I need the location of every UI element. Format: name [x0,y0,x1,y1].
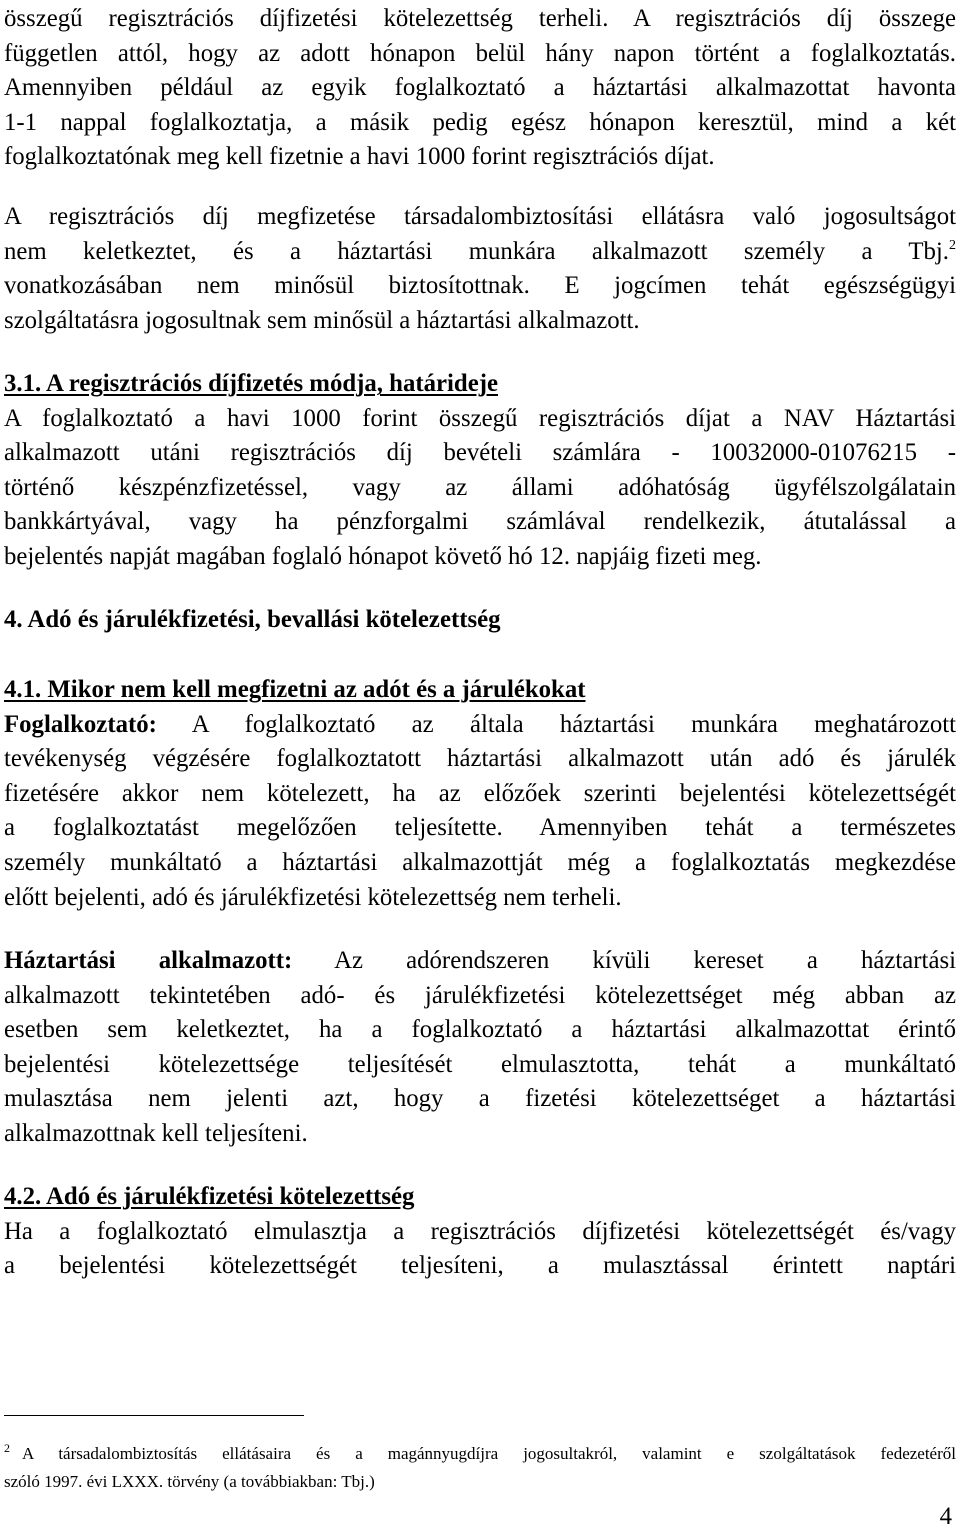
text-line: tevékenység végzésére foglalkoztatott háztartási alkalmazott után adó és járulék [4,745,956,773]
text-line: bejelentés napját magában foglaló hónapot követő hó 12. napjáig fizeti meg. [4,542,762,570]
text-line: független attól, hogy az adott hónapon belül hány napon történt a foglalkoztatás. [4,39,956,67]
footnote-reference[interactable]: 2 [949,237,956,253]
section-heading: 4.2. Adó és járulékfizetési kötelezettség [4,1183,415,1210]
text-line: Amennyiben például az egyik foglalkoztató a háztartási alkalmazottat havonta [4,74,956,102]
footnote-line: szóló 1997. évi LXXX. törvény (a továbbiakban: Tbj.) [4,1472,375,1491]
text-line: vonatkozásában nem minősül biztosítottnak. E jogcímen tehát egészségügyi [4,272,956,300]
section-3-1 [4,367,956,575]
text-line: történő készpénzfizetéssel, vagy az állami adóhatóság ügyfélszolgálatain [4,473,956,501]
text-line: bankkártyával, vagy ha pénzforgalmi számlával rendelkezik, átutalással a [4,508,956,536]
text-line: bejelentési kötelezettsége teljesítését elmulasztotta, tehát a munkáltató [4,1050,956,1078]
section-heading: 4.1. Mikor nem kell megfizetni az adót és a járulékokat [4,676,586,703]
section-4 [4,603,956,638]
employee-paragraph [4,944,956,1152]
text-line: foglalkoztatónak meg kell fizetnie a havi 1000 forint regisztrációs díjat. [4,143,715,171]
text-line: A foglalkoztató a havi 1000 forint összegű regisztrációs díjat a NAV Háztartási [4,404,956,432]
text-line: mulasztása nem jelenti azt, hogy a fizetési kötelezettséget a háztartási [4,1085,956,1113]
employer-label: Foglalkoztató: [4,710,157,738]
text-line [4,944,956,979]
text-line [4,708,956,743]
footnote-line [4,1440,956,1468]
text-line: 1-1 nappal foglalkoztatja, a másik pedig egész hónapon keresztül, mind a két [4,108,956,136]
section-4-2 [4,1180,956,1284]
text-line: a bejelentési kötelezettségét teljesíteni, a mulasztással érintett naptári [4,1252,956,1280]
text-fragment: nem keletkeztet, és a háztartási munkára alkalmazott személy a Tbj. [4,237,949,265]
text-line: a foglalkoztatást megelőzően teljesítette. Amennyiben tehát a természetes [4,814,956,842]
text-line: alkalmazottnak kell teljesíteni. [4,1119,308,1147]
text-line: összegű regisztrációs díjfizetési kötelezettség terheli. A regisztrációs díj összege [4,5,956,32]
text-line: Ha a foglalkoztató elmulasztja a regisztrációs díjfizetési kötelezettségét és/vagy [4,1217,956,1245]
text-line: A regisztrációs díj megfizetése társadalombiztosítási ellátásra való jogosultságot [4,203,956,230]
footnote [4,1440,956,1496]
text-line: alkalmazott utáni regisztrációs díj bevételi számlára - 10032000-01076215 - [4,439,956,467]
section-4-1 [4,673,956,915]
text-line: fizetésére akkor nem kötelezett, ha az előzőek szerinti bejelentési kötelezettségét [4,779,956,807]
section-heading: 4. Adó és járulékfizetési, bevallási kötelezettség [4,606,501,633]
text-line-with-footnote [4,235,956,270]
section-heading: 3.1. A regisztrációs díjfizetés módja, határideje [4,370,498,397]
page-number: 4 [939,1503,952,1530]
text-line: személy munkáltató a háztartási alkalmazottját még a foglalkoztatás megkezdése [4,848,956,876]
text-fragment: Az adórendszeren kívüli kereset a háztartási [292,947,956,974]
footnote-separator [4,1415,304,1416]
text-line: szolgáltatásra jogosultnak sem minősül a háztartási alkalmazott. [4,306,640,334]
text-line: alkalmazott tekintetében adó- és járulékfizetési kötelezettséget még abban az [4,981,956,1009]
footnote-number: 2 [4,1441,10,1455]
text-line: előtt bejelenti, adó és járulékfizetési kötelezettség nem terheli. [4,883,622,911]
text-fragment: A foglalkoztató az általa háztartási munkára meghatározott [156,710,956,738]
employee-label: Háztartási alkalmazott: [4,947,293,974]
tbj-paragraph [4,200,956,338]
text-line: esetben sem keletkeztet, ha a foglalkoztató a háztartási alkalmazottat érintő [4,1016,956,1044]
intro-paragraph [4,2,956,175]
footnote-text: A társadalombiztosítás ellátásaira és a magánnyugdíjra jogosultakról, valamint e szolgáltatások fedezetéről [22,1444,956,1463]
